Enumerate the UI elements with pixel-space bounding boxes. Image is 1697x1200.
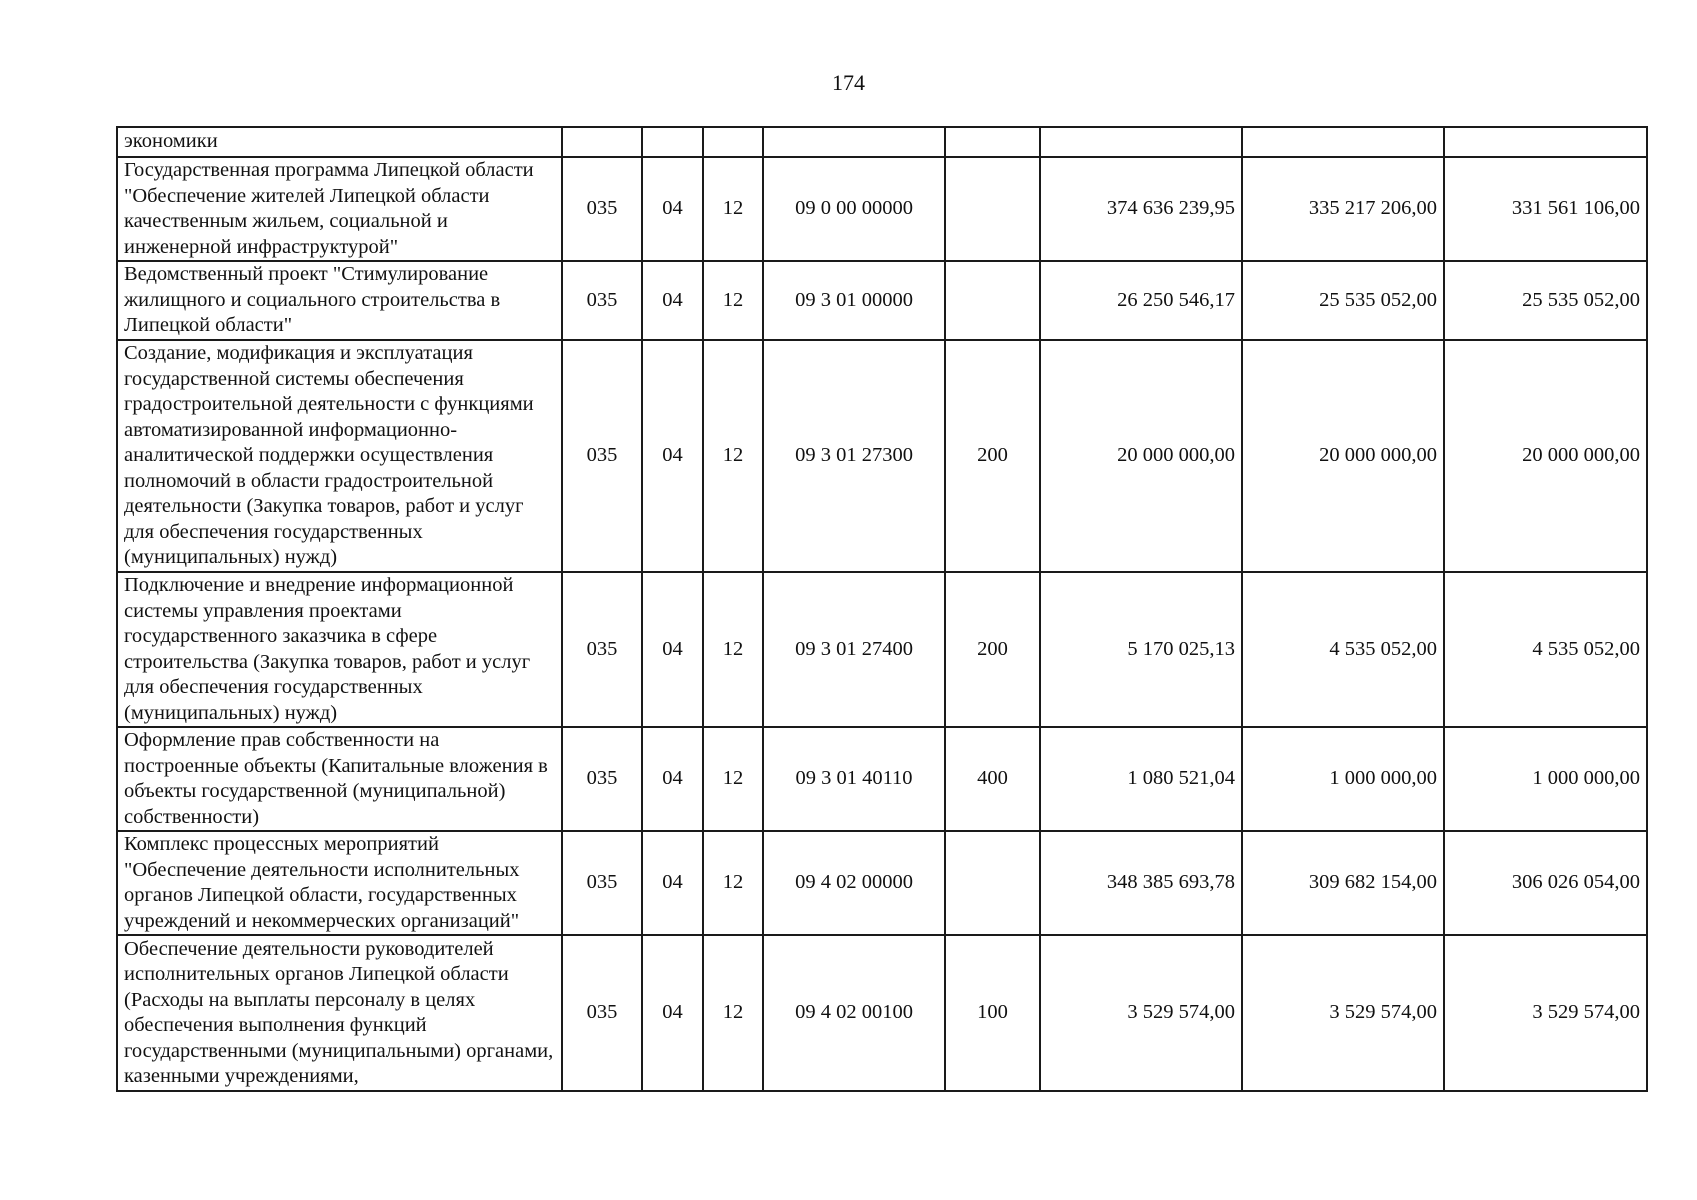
- amount-year2-cell: 335 217 206,00: [1242, 157, 1444, 261]
- amount-year2-cell: 3 529 574,00: [1242, 935, 1444, 1091]
- ministry-code-cell: 035: [562, 572, 642, 727]
- amount-year3-cell: 25 535 052,00: [1444, 261, 1647, 340]
- row-name-cell: Комплекс процессных мероприятий "Обеспечение деятельности исполнительных органов Липецкой области, государственных учреждений и некоммерческих организаций": [117, 831, 562, 935]
- table-row: [117, 831, 1647, 935]
- row-name-cell: Обеспечение деятельности руководителей исполнительных органов Липецкой области (Расходы на выплаты персоналу в целях обеспечения выполнения функций государственными (муниципальными) органами, казенными учреждениями,: [117, 935, 562, 1091]
- amount-year2-cell: [1242, 127, 1444, 157]
- subsection-code-cell: 12: [703, 157, 763, 261]
- section-code-cell: 04: [642, 727, 703, 831]
- target-item-cell: 09 3 01 00000: [763, 261, 945, 340]
- table-row: [117, 340, 1647, 572]
- table-row: [117, 727, 1647, 831]
- table-row: [117, 935, 1647, 1091]
- section-code-cell: [642, 127, 703, 157]
- target-item-cell: 09 3 01 27400: [763, 572, 945, 727]
- ministry-code-cell: 035: [562, 935, 642, 1091]
- budget-table: [116, 126, 1648, 1092]
- section-code-cell: 04: [642, 935, 703, 1091]
- target-item-cell: 09 4 02 00100: [763, 935, 945, 1091]
- amount-year3-cell: 331 561 106,00: [1444, 157, 1647, 261]
- row-name-cell: Подключение и внедрение информационной системы управления проектами государственного заказчика в сфере строительства (Закупка товаров, работ и услуг для обеспечения государственных (муниципальных) нужд): [117, 572, 562, 727]
- section-code-cell: 04: [642, 831, 703, 935]
- ministry-code-cell: 035: [562, 261, 642, 340]
- target-item-cell: 09 3 01 40110: [763, 727, 945, 831]
- expense-type-cell: [945, 261, 1040, 340]
- ministry-code-cell: [562, 127, 642, 157]
- amount-year2-cell: 1 000 000,00: [1242, 727, 1444, 831]
- expense-type-cell: 100: [945, 935, 1040, 1091]
- amount-year2-cell: 309 682 154,00: [1242, 831, 1444, 935]
- target-item-cell: [763, 127, 945, 157]
- subsection-code-cell: 12: [703, 261, 763, 340]
- amount-year3-cell: 306 026 054,00: [1444, 831, 1647, 935]
- subsection-code-cell: 12: [703, 727, 763, 831]
- ministry-code-cell: 035: [562, 831, 642, 935]
- ministry-code-cell: 035: [562, 157, 642, 261]
- amount-year1-cell: 374 636 239,95: [1040, 157, 1242, 261]
- section-code-cell: 04: [642, 340, 703, 572]
- section-code-cell: 04: [642, 261, 703, 340]
- row-name-cell: Создание, модификация и эксплуатация государственной системы обеспечения градостроительной деятельности с функциями автоматизированной информационно-аналитической поддержки осуществления полномочий в области градостроительной деятельности (Закупка товаров, работ и услуг для обеспечения государственных (муниципальных) нужд): [117, 340, 562, 572]
- target-item-cell: 09 3 01 27300: [763, 340, 945, 572]
- row-name-cell: Государственная программа Липецкой области "Обеспечение жителей Липецкой области качественным жильем, социальной и инженерной инфраструктурой": [117, 157, 562, 261]
- amount-year1-cell: 26 250 546,17: [1040, 261, 1242, 340]
- amount-year1-cell: 5 170 025,13: [1040, 572, 1242, 727]
- table-row: [117, 261, 1647, 340]
- target-item-cell: 09 4 02 00000: [763, 831, 945, 935]
- table-row: [117, 127, 1647, 157]
- amount-year1-cell: 3 529 574,00: [1040, 935, 1242, 1091]
- amount-year2-cell: 25 535 052,00: [1242, 261, 1444, 340]
- row-name-cell: Ведомственный проект "Стимулирование жилищного и социального строительства в Липецкой области": [117, 261, 562, 340]
- subsection-code-cell: [703, 127, 763, 157]
- expense-type-cell: [945, 831, 1040, 935]
- ministry-code-cell: 035: [562, 727, 642, 831]
- table-row: [117, 572, 1647, 727]
- subsection-code-cell: 12: [703, 340, 763, 572]
- amount-year3-cell: 1 000 000,00: [1444, 727, 1647, 831]
- page-number: 174: [832, 70, 865, 95]
- row-name-cell: Оформление прав собственности на построенные объекты (Капитальные вложения в объекты государственной (муниципальной) собственности): [117, 727, 562, 831]
- amount-year1-cell: 1 080 521,04: [1040, 727, 1242, 831]
- ministry-code-cell: 035: [562, 340, 642, 572]
- amount-year1-cell: 20 000 000,00: [1040, 340, 1242, 572]
- section-code-cell: 04: [642, 572, 703, 727]
- target-item-cell: 09 0 00 00000: [763, 157, 945, 261]
- amount-year3-cell: 4 535 052,00: [1444, 572, 1647, 727]
- expense-type-cell: 400: [945, 727, 1040, 831]
- expense-type-cell: [945, 157, 1040, 261]
- expense-type-cell: 200: [945, 340, 1040, 572]
- subsection-code-cell: 12: [703, 572, 763, 727]
- amount-year1-cell: [1040, 127, 1242, 157]
- row-name-cell: экономики: [117, 127, 562, 157]
- amount-year3-cell: [1444, 127, 1647, 157]
- amount-year2-cell: 4 535 052,00: [1242, 572, 1444, 727]
- subsection-code-cell: 12: [703, 935, 763, 1091]
- amount-year3-cell: 3 529 574,00: [1444, 935, 1647, 1091]
- section-code-cell: 04: [642, 157, 703, 261]
- table-row: [117, 157, 1647, 261]
- expense-type-cell: [945, 127, 1040, 157]
- amount-year2-cell: 20 000 000,00: [1242, 340, 1444, 572]
- subsection-code-cell: 12: [703, 831, 763, 935]
- amount-year3-cell: 20 000 000,00: [1444, 340, 1647, 572]
- amount-year1-cell: 348 385 693,78: [1040, 831, 1242, 935]
- expense-type-cell: 200: [945, 572, 1040, 727]
